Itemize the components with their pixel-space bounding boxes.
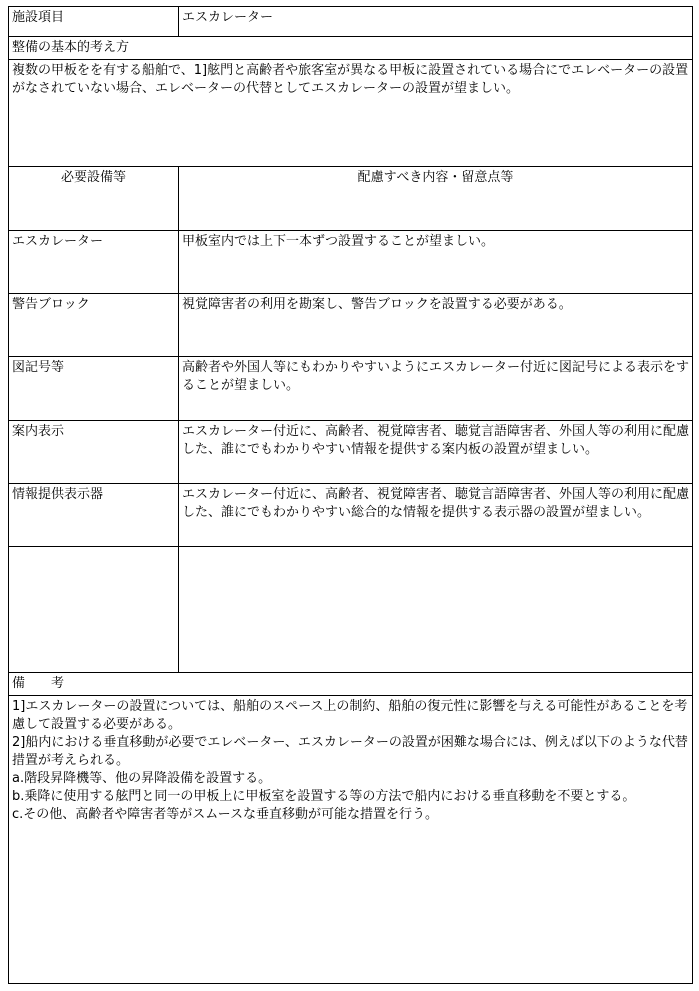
row-notes: 高齢者や外国人等にもわかりやすいようにエスカレーター付近に図記号による表示をすることが望ましい。 [179,357,693,421]
row-equipment: エスカレーター [9,231,179,294]
remarks-line: a.階段昇降機等、他の昇降設備を設置する。 [12,771,272,786]
row-equipment: 警告ブロック [9,294,179,357]
concept-heading: 整備の基本的考え方 [9,37,693,60]
row-equipment: 案内表示 [9,421,179,484]
remarks-line: c.その他、高齢者や障害者等がスムースな垂直移動が可能な措置を行う。 [12,807,438,822]
row-notes: 視覚障害者の利用を勘案し、警告ブロックを設置する必要がある。 [179,294,693,357]
facility-label: 施設項目 [9,7,179,37]
remarks-heading: 備 考 [9,673,693,696]
row-equipment [9,547,179,673]
remarks-body [9,696,693,984]
table-row [9,421,693,484]
table-row-empty [9,547,693,673]
facility-row [9,7,693,37]
concept-text: 複数の甲板をを有する船舶で、1]舷門と高齢者や旅客室が異なる甲板に設置されている場合にでエレベーターの設置がなされていない場合、エレベーターの代替としてエスカレーターの設置が望ましい。 [9,60,693,167]
row-notes: 甲板室内では上下一本ずつ設置することが望ましい。 [179,231,693,294]
table-row [9,357,693,421]
facility-table [8,6,693,984]
row-equipment: 図記号等 [9,357,179,421]
row-notes: エスカレーター付近に、高齢者、視覚障害者、聴覚言語障害者、外国人等の利用に配慮した、誰にでもわかりやすい情報を提供する案内板の設置が望ましい。 [179,421,693,484]
row-equipment: 情報提供表示器 [9,484,179,547]
table-row [9,231,693,294]
table-header-row [9,167,693,231]
concept-heading-row [9,37,693,60]
remarks-line: b.乗降に使用する舷門と同一の甲板上に甲板室を設置する等の方法で船内における垂直移動を不要とする。 [12,789,636,804]
row-notes [179,547,693,673]
remarks-line: 1]エスカレーターの設置については、船舶のスペース上の制約、船舶の復元性に影響を与える可能性があることを考慮して設置する必要がある。 [12,699,688,732]
row-notes: エスカレーター付近に、高齢者、視覚障害者、聴覚言語障害者、外国人等の利用に配慮した、誰にでもわかりやすい総合的な情報を提供する表示器の設置が望ましい。 [179,484,693,547]
facility-sheet [8,6,693,984]
header-equipment: 必要設備等 [9,167,179,231]
remarks-line: 2]船内における垂直移動が必要でエレベーター、エスカレーターの設置が困難な場合には、例えば以下のような代替措置が考えられる。 [12,735,688,768]
table-row [9,294,693,357]
remarks-body-row [9,696,693,984]
facility-value: エスカレーター [179,7,693,37]
remarks-heading-row [9,673,693,696]
concept-text-row [9,60,693,167]
header-notes: 配慮すべき内容・留意点等 [179,167,693,231]
table-row [9,484,693,547]
